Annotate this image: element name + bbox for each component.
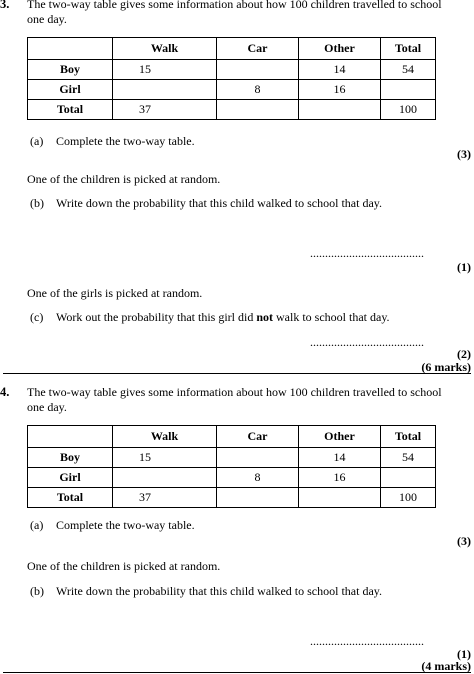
table-header-cell xyxy=(28,426,113,448)
table-row-label: Total xyxy=(28,100,113,120)
table-cell[interactable]: 54 xyxy=(381,60,436,80)
table-row xyxy=(28,80,436,100)
table-cell[interactable] xyxy=(217,60,299,80)
answer-line[interactable]: ...................................... xyxy=(310,634,424,648)
table-cell[interactable]: 37 xyxy=(113,100,217,120)
table-cell[interactable]: 37 xyxy=(113,488,217,508)
table-header-cell: Total xyxy=(381,426,436,448)
table-cell[interactable]: 15 xyxy=(113,448,217,468)
table-header-row xyxy=(28,426,436,448)
part-text-segment: Work out the probability that this girl did xyxy=(56,310,257,324)
section-divider xyxy=(3,672,471,673)
table-row-label: Girl xyxy=(28,468,113,488)
table-row xyxy=(28,488,436,508)
part-text: Complete the two-way table. xyxy=(56,134,195,148)
question-stem: The two-way table gives some information about how 100 children travelled to school one day. xyxy=(27,0,442,26)
table-header-cell: Walk xyxy=(113,38,217,60)
part-text-segment: walk to school that day. xyxy=(273,310,390,324)
total-marks: (4 marks) xyxy=(421,659,471,673)
table-row-label: Boy xyxy=(28,60,113,80)
part-text: Write down the probability that this child walked to school that day. xyxy=(56,196,383,210)
part-label: (c) xyxy=(30,310,44,324)
table-row xyxy=(28,100,436,120)
table-cell[interactable]: 54 xyxy=(381,448,436,468)
two-way-table xyxy=(27,37,436,120)
section-divider xyxy=(3,373,471,374)
emphasis-not: not xyxy=(256,310,274,324)
answer-line[interactable]: ...................................... xyxy=(310,335,424,349)
part-label: (b) xyxy=(30,584,44,598)
table-cell[interactable]: 14 xyxy=(299,60,381,80)
total-marks: (6 marks) xyxy=(421,360,471,374)
part-marks: (3) xyxy=(457,147,471,161)
question-number: 3. xyxy=(0,0,10,11)
table-row xyxy=(28,448,436,468)
table-header-cell xyxy=(28,38,113,60)
part-label: (a) xyxy=(30,518,44,532)
table-cell[interactable] xyxy=(217,488,299,508)
answer-line[interactable]: ...................................... xyxy=(310,246,424,260)
question-stem: The two-way table gives some information about how 100 children travelled to school one day. xyxy=(27,385,442,414)
part-intro: One of the children is picked at random. xyxy=(27,172,221,186)
part-text: Complete the two-way table. xyxy=(56,518,195,532)
table-cell[interactable] xyxy=(381,468,436,488)
table-cell[interactable] xyxy=(217,448,299,468)
table-cell[interactable] xyxy=(113,468,217,488)
table-header-cell: Walk xyxy=(113,426,217,448)
table-cell[interactable]: 16 xyxy=(299,468,381,488)
part-text xyxy=(56,310,390,325)
part-marks: (3) xyxy=(457,534,471,548)
part-marks: (2) xyxy=(457,347,471,361)
table-row-label: Boy xyxy=(28,448,113,468)
table-cell[interactable]: 100 xyxy=(381,488,436,508)
table-cell[interactable] xyxy=(381,80,436,100)
table-cell[interactable]: 15 xyxy=(113,60,217,80)
two-way-table xyxy=(27,425,436,508)
table-header-cell: Total xyxy=(381,38,436,60)
table-cell[interactable] xyxy=(299,100,381,120)
table-cell[interactable]: 8 xyxy=(217,80,299,100)
table-row xyxy=(28,468,436,488)
part-label: (b) xyxy=(30,196,44,210)
table-cell[interactable]: 8 xyxy=(217,468,299,488)
table-cell[interactable]: 14 xyxy=(299,448,381,468)
table-header-cell: Car xyxy=(217,426,299,448)
table-row-label: Total xyxy=(28,488,113,508)
table-cell[interactable]: 16 xyxy=(299,80,381,100)
table-row-label: Girl xyxy=(28,80,113,100)
table-header-cell: Other xyxy=(299,38,381,60)
table-row xyxy=(28,60,436,80)
table-header-row xyxy=(28,38,436,60)
part-intro: One of the girls is picked at random. xyxy=(27,286,203,300)
table-cell[interactable] xyxy=(299,488,381,508)
table-header-cell: Other xyxy=(299,426,381,448)
part-marks: (1) xyxy=(457,260,471,274)
table-header-cell: Car xyxy=(217,38,299,60)
table-cell[interactable] xyxy=(217,100,299,120)
question-number: 4. xyxy=(0,385,10,399)
part-label: (a) xyxy=(30,134,44,148)
table-cell[interactable]: 100 xyxy=(381,100,436,120)
table-cell[interactable] xyxy=(113,80,217,100)
part-text: Write down the probability that this child walked to school that day. xyxy=(56,584,383,598)
part-intro: One of the children is picked at random. xyxy=(27,559,221,573)
part-marks: (1) xyxy=(457,647,471,661)
